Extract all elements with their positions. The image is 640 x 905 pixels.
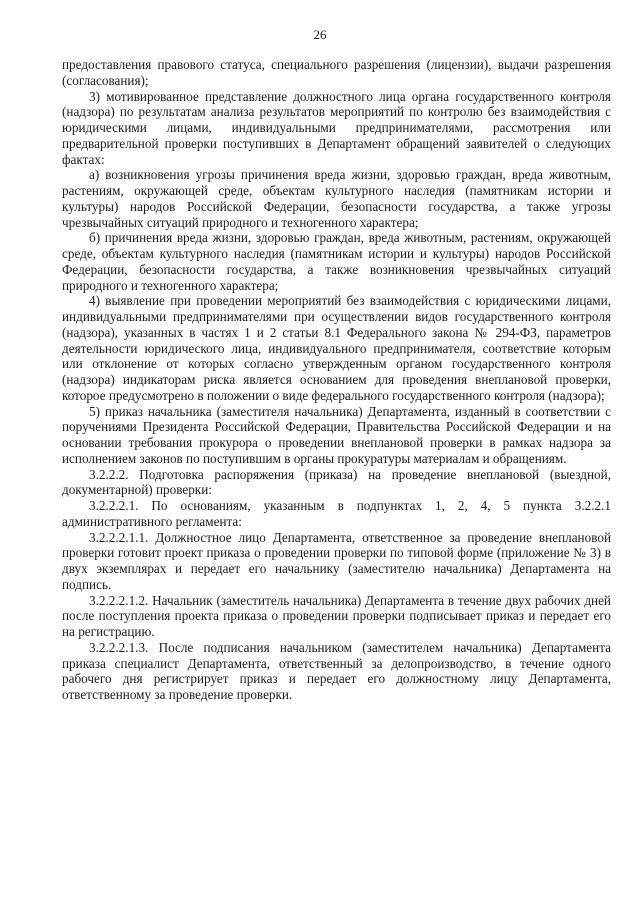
page-number: 26 (313, 27, 327, 42)
paragraph-item-a: а) возникновения угрозы причинения вреда жизни, здоровью граждан, вреда животным, растениям, окружающей среде, объектам культурного наследия (памятникам истории и культуры) народов Российской Федерации, безопасности государства, а также угрозы чрезвычайных ситуаций природного и техногенного характера; (62, 167, 611, 230)
paragraph-section-3-2-2-2-1-2: 3.2.2.2.1.2. Начальник (заместитель начальника) Департамента в течение двух рабочих дней после поступления проекта приказа о проведении проверки подписывает приказ и передает его на регистрацию. (62, 592, 611, 639)
paragraph-item-4: 4) выявление при проведении мероприятий без взаимодействия с юридическими лицами, индивидуальными предпринимателями при осуществлении видов государственного контроля (надзора), указанных в частях 1 и 2 статьи 8.1 Федерального закона № 294-ФЗ, параметров деятельности юридического лица, индивидуального предпринимателя, соответствие которым или отклонение от которых согласно утвержденным органом государственного контроля (надзора) индикаторам риска является основанием для проведения внеплановой проверки, которое предусмотрено в положении о виде федерального государственного контроля (надзора); (62, 293, 611, 403)
paragraph-item-b: б) причинения вреда жизни, здоровью граждан, вреда животным, растениям, окружающей среде, объектам культурного наследия (памятникам истории и культуры) народов Российской Федерации, безопасности государства, а также возникновения чрезвычайных ситуаций природного и техногенного характера; (62, 230, 611, 293)
paragraph-section-3-2-2-2-1-3: 3.2.2.2.1.3. После подписания начальником (заместителем начальника) Департамента приказа специалист Департамента, ответственный за делопроизводство, в течение одного рабочего дня регистрирует приказ и передает его должностному лицу Департамента, ответственному за проведение проверки. (62, 639, 611, 702)
paragraph-item-5: 5) приказ начальника (заместителя начальника) Департамента, изданный в соответствии с поручениями Президента Российской Федерации, Правительства Российской Федерации и на основании требования прокурора о проведении внеплановой проверки в рамках надзора за исполнением законов по поступившим в органы прокуратуры материалам и обращениям. (62, 403, 611, 466)
document-body (62, 57, 611, 703)
paragraph-continuation: предоставления правового статуса, специального разрешения (лицензии), выдачи разрешения (согласования); (62, 57, 611, 88)
paragraph-item-3: 3) мотивированное представление должностного лица органа государственного контроля (надзора) по результатам анализа результатов мероприятий по контролю без взаимодействия с юридическими лицами, индивидуальными предпринимателями, рассмотрения или предварительной проверки поступивших в Департамент обращений заявителей о следующих фактах: (62, 88, 611, 167)
paragraph-section-3-2-2-2-1-1: 3.2.2.2.1.1. Должностное лицо Департамента, ответственное за проведение внеплановой проверки готовит проект приказа о проведении проверки по типовой форме (приложение № 3) в двух экземплярах и передает его начальнику (заместителю начальника) Департамента на подпись. (62, 529, 611, 592)
paragraph-section-3-2-2-2: 3.2.2.2. Подготовка распоряжения (приказа) на проведение внеплановой (выездной, документарной) проверки: (62, 466, 611, 498)
paragraph-section-3-2-2-2-1: 3.2.2.2.1. По основаниям, указанным в подпунктах 1, 2, 4, 5 пункта 3.2.2.1 административного регламента: (62, 498, 611, 529)
